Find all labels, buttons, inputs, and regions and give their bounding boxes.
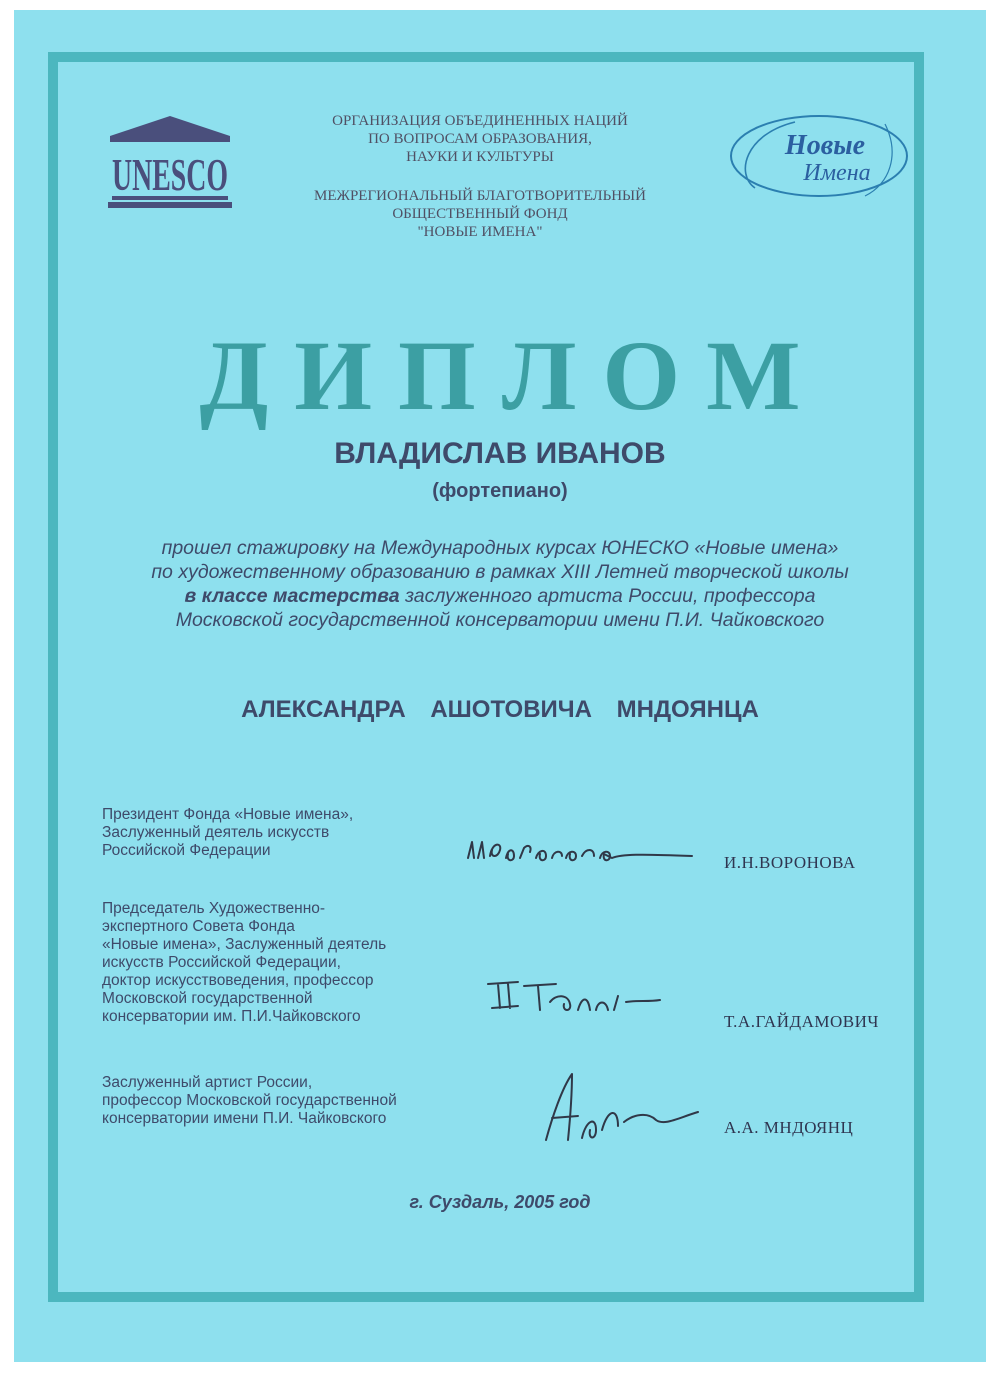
unesco-logo [104, 110, 236, 214]
body-line-2: по художественному образованию в рамках XIII Летней творческой школы [151, 561, 849, 583]
body-line-3: в классе мастерства заслуженного артиста России, профессора [184, 585, 816, 607]
unesco-logo-text: UNESCO [112, 149, 228, 200]
recipient-instrument: (фортепиано) [432, 480, 568, 502]
new-names-logo [715, 104, 915, 208]
diploma-title: ДИПЛОМ [199, 320, 827, 431]
teacher-name: АЛЕКСАНДРА АШОТОВИЧА МНДОЯНЦА [241, 696, 759, 723]
fund-heading: МЕЖРЕГИОНАЛЬНЫЙ БЛАГОТВОРИТЕЛЬНЫЙ ОБЩЕСТВЕННЫЙ ФОНД "НОВЫЕ ИМЕНА" [314, 188, 646, 240]
signatory-1-name: И.Н.ВОРОНОВА [724, 853, 856, 872]
diploma-body-text [90, 536, 910, 632]
signatory-2-title: Председатель Художественно- экспертного Совета Фонда «Новые имена», Заслуженный деятель искусств Российской Федерации, доктор искусствоведения, профессор Московской государственной консерватории им. П.И.Чайковского [102, 900, 387, 1025]
new-names-logo-text-1: Новые [784, 130, 866, 161]
place-and-date: г. Суздаль, 2005 год [409, 1192, 591, 1212]
signatory-3-title: Заслуженный артист России, профессор Московской государственной консерватории имени П.И. Чайковского [102, 1074, 397, 1127]
body-line-4: Московской государственной консерватории имени П.И. Чайковского [175, 609, 825, 631]
signatory-1-title: Президент Фонда «Новые имена», Заслуженный деятель искусств Российской Федерации [102, 806, 354, 859]
signatory-3-name: А.А. МНДОЯНЦ [724, 1118, 854, 1137]
signature-3 [538, 1068, 708, 1153]
un-organization-heading: ОРГАНИЗАЦИЯ ОБЪЕДИНЕННЫХ НАЦИЙ ПО ВОПРОСАМ ОБРАЗОВАНИЯ, НАУКИ И КУЛЬТУРЫ [332, 113, 628, 165]
signatory-2-name: Т.А.ГАЙДАМОВИЧ [724, 1012, 879, 1031]
new-names-logo-text-2: Имена [803, 160, 871, 186]
signature-1 [462, 828, 702, 883]
signature-2 [478, 966, 678, 1031]
body-line-1: прошел стажировку на Международных курсах ЮНЕСКО «Новые имена» [161, 537, 839, 559]
recipient-name: ВЛАДИСЛАВ ИВАНОВ [334, 437, 666, 470]
